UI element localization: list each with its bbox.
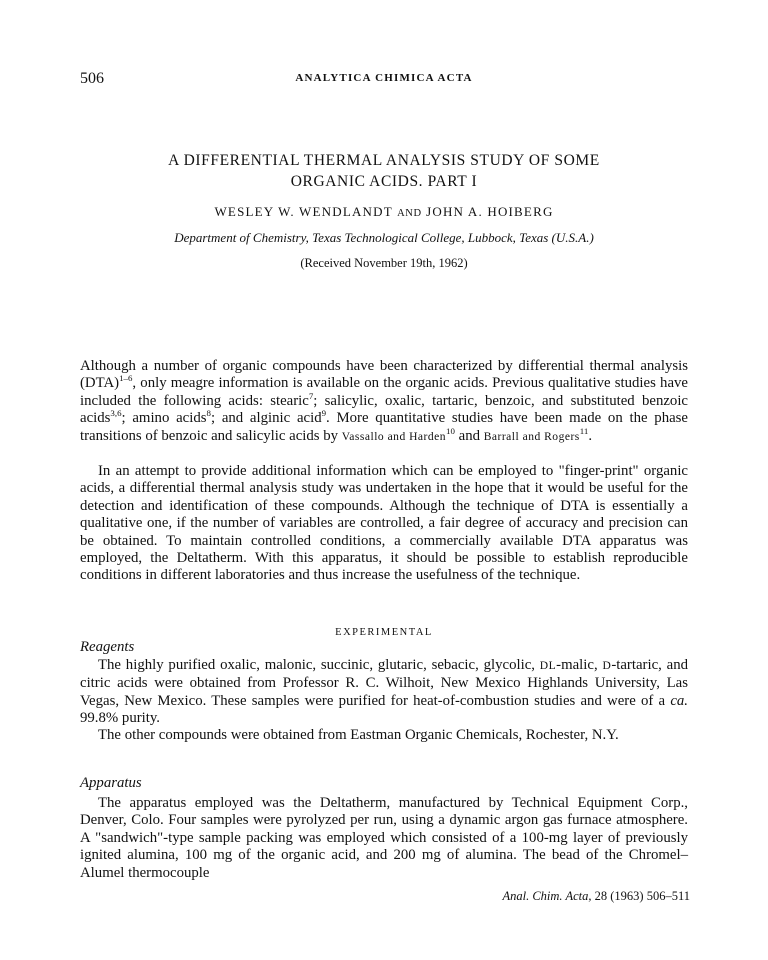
reagents-text: -tartaric, and citric acids were obtained from Professor R. C. Wilhoit, New Mexico Highlands University, Las Vegas, New Mexico. These samples were purified for heat-of-combustion studies and were of a <box>80 657 688 709</box>
apparatus-paragraph-1: The apparatus employed was the Deltatherm, manufactured by Technical Equipment Corp., Denver, Colo. Four samples were pyrolyzed per run, using a dynamic argon gas furnace atmosphere. A "sandwich"-type sample packing was employed which consisted of a 100-mg layer of previously ignited alumina, 100 mg of the organic acid, and 200 mg of alumina. The bead of the Chromel–Alumel thermocouple <box>80 795 688 881</box>
subheading-reagents: Reagents <box>80 639 135 655</box>
intro-text: ; amino acids <box>121 410 207 427</box>
footer-citation <box>502 889 690 904</box>
received-date: (Received November 19th, 1962) <box>300 256 468 270</box>
intro-text: Although a number of organic compounds have been characterized by differential thermal analysis (DTA) <box>80 358 688 392</box>
reagents-text: The highly purified oxalic, malonic, succinic, glutaric, sebacic, glycolic, <box>98 657 540 673</box>
affiliation: Department of Chemistry, Texas Technological College, Lubbock, Texas (U.S.A.) <box>174 230 594 245</box>
intro-paragraph-2: In an attempt to provide additional information which can be employed to "finger-print" organic acids, a differential thermal analysis study was undertaken in the hope that it would be useful for the detection and identification of these compounds. Although the technique of DTA is essentially a qualitative one, if the number of variables are controlled, a fair degree of accuracy and precision can be obtained. To maintain controlled conditions, a commercially available DTA apparatus was employed, the Deltatherm. With this apparatus, it should be possible to establish reproducible conditions in different laboratories and thus increase the usefulness of the technique. <box>80 463 688 584</box>
reference-marker: 3,6 <box>110 408 122 419</box>
reagents-paragraph-2: The other compounds were obtained from Eastman Organic Chemicals, Rochester, N.Y. <box>98 727 619 743</box>
intro-text: . More quantitative studies have been made on the phase transitions of benzoic and salicylic acids by <box>80 410 688 444</box>
section-heading-experimental: EXPERIMENTAL <box>335 627 433 638</box>
cited-authors: Vassallo and Harden <box>341 430 447 443</box>
reference-marker: 7 <box>308 390 314 401</box>
reference-marker: 11 <box>579 425 589 436</box>
cited-authors: Barrall and Rogers <box>483 430 580 443</box>
page-number: 506 <box>80 70 104 87</box>
author-2: JOHN A. HOIBERG <box>426 204 554 219</box>
reference-marker: 8 <box>206 408 211 419</box>
intro-paragraph-1 <box>80 358 688 446</box>
running-head: ANALYTICA CHIMICA ACTA <box>295 72 473 84</box>
reference-marker: 1–6 <box>119 373 133 384</box>
citation-details: 28 (1963) 506–511 <box>591 889 690 903</box>
abbreviation: ca. <box>670 692 688 709</box>
author-1: WESLEY W. WENDLANDT <box>214 204 393 219</box>
authors <box>0 204 768 220</box>
subheading-apparatus: Apparatus <box>80 775 142 791</box>
intro-text: , only meagre information is available on the organic acids. Previous qualitative studies have included the following acids: stearic <box>80 375 688 409</box>
article-title <box>80 150 688 192</box>
stereo-prefix: DL <box>539 660 557 672</box>
reagents-paragraph-1 <box>80 657 688 728</box>
reference-marker: 10 <box>446 425 455 436</box>
reagents-text: -malic, <box>556 657 603 673</box>
stereo-prefix: D <box>602 660 612 672</box>
reference-marker: 9 <box>321 408 327 419</box>
journal-abbreviation: Anal. Chim. Acta, <box>502 889 592 903</box>
title-line-1: A DIFFERENTIAL THERMAL ANALYSIS STUDY OF SOME <box>168 152 600 169</box>
intro-text: ; salicylic, oxalic, tartaric, benzoic, and substituted benzoic acids <box>80 392 688 427</box>
reagents-text: 99.8% purity. <box>80 710 161 727</box>
title-line-2: ORGANIC ACIDS. PART I <box>290 173 478 190</box>
intro-text: and <box>454 427 484 444</box>
intro-text: ; and alginic acid <box>210 410 322 427</box>
author-joiner: AND <box>397 208 422 219</box>
intro-text: . <box>588 427 593 444</box>
